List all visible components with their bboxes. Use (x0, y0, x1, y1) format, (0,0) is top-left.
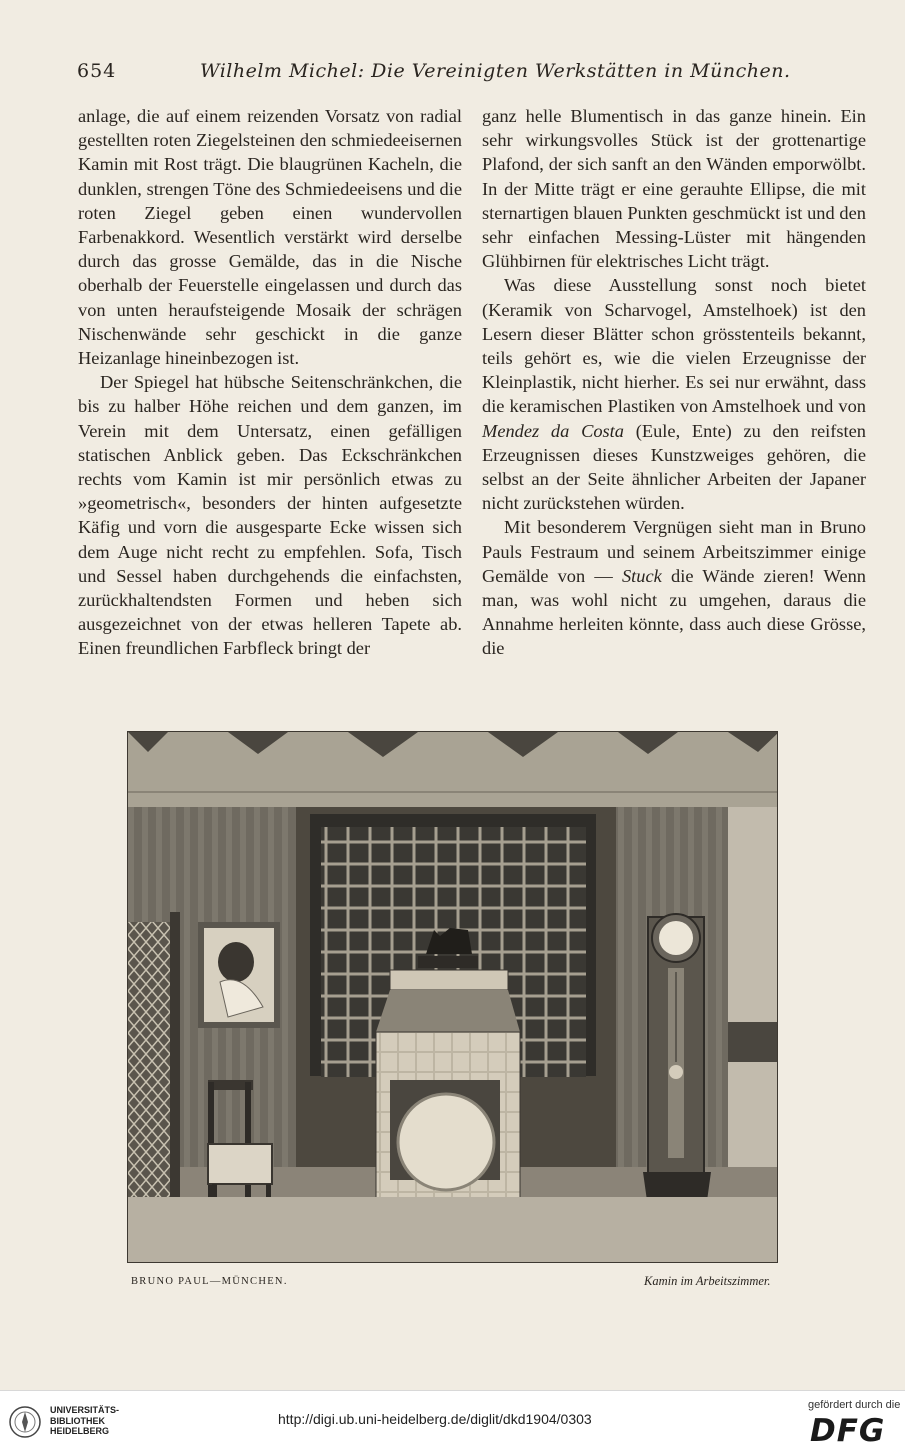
library-name-line-1: UNIVERSITÄTS- (50, 1405, 120, 1415)
left-column (78, 104, 462, 661)
right-paragraph-1: ganz helle Blumentisch in das ganze hinein. Ein sehr wirkungsvolles Stück ist der grottenartige Plafond, der sich sanft an den Wänden emporwölbt. In der Mitte trägt er eine gerauhte Ellipse, die mit sternartigen blauen Punkten geschmückt ist und den sehr einfachen Messing-Lüster mit hängenden Glühbirnen für elektrisches Licht trägt. (482, 106, 866, 272)
right-paragraph-3 (482, 515, 866, 660)
left-paragraph-1: anlage, die auf einem reizenden Vorsatz von radial gestellten roten Ziegelsteinen den schmiedeeisernen Kamin mit Rost trägt. Die blaugrünen Kacheln, die dunklen, strengen Töne des Schmiedeeisens und die roten Ziegel geben einen wundervollen Farbenakkord. Wesentlich verstärkt wird derselbe durch das grosse Gemälde, das in die Nische oberhalb der Feuerstelle eingelassen und durch das von unten heraufsteigende Mosaik der schrägen Nischenwände sehr geschickt in die ganze Heizanlage hineinbezogen ist. (78, 106, 462, 369)
left-paragraph-2: Der Spiegel hat hübsche Seitenschränkchen, die bis zu halber Höhe reichen und dem ganzen, im Verein mit dem Untersatz, einen gefälligen statischen Anblick geben. Das Eckschränkchen rechts vom Kamin ist mir persönlich etwas zu »geometrisch«, besonders der hinten aufgesetzte Käfig und vorn die ausgesparte Ecke wissen sich dem Auge nicht recht zu empfehlen. Sofa, Tisch und Sessel haben durchgehends die einfachsten, zurückhaltendsten Formen und heben sich ausgezeichnet von der etwas helleren Tapete ab. Einen freundlichen Farbfleck bringt der (78, 372, 462, 659)
photo-caption: Kamin im Arbeitszimmer. (644, 1274, 771, 1288)
funding-text: gefördert durch die (808, 1399, 901, 1411)
fireplace-photograph (127, 731, 778, 1263)
page-number: 654 (77, 60, 117, 82)
photo-credit: BRUNO PAUL—MÜNCHEN. (131, 1276, 288, 1287)
right-paragraph-3-text-a: Mit besonderem Vergnügen sieht man in Bruno Pauls Festraum und seinem Arbeitszimmer einige Gemälde von — (482, 517, 866, 586)
digitization-footer (0, 1390, 905, 1452)
right-paragraph-2-text-b: (Eule, Ente) zu den reifsten Erzeugnissen dieses Kunstzweiges gehören, die selbst an der Seite ähnlicher Arbeiten der Japaner nicht zurückstehen würden. (482, 420, 867, 514)
running-title: Wilhelm Michel: Die Vereinigten Werkstätten in München. (200, 60, 791, 82)
right-column (482, 104, 866, 661)
dfg-logo: DFG (810, 1413, 886, 1449)
right-paragraph-3-text-b: die Wände zieren! Wenn man, was wohl nicht zu umgehen, daraus die Annahme herleiten könnte, dass auch diese Grösse, die (482, 565, 866, 659)
library-name-line-2: BIBLIOTHEK (50, 1415, 105, 1426)
library-name-line-3: HEIDELBERG (50, 1426, 110, 1436)
library-seal-icon (8, 1405, 42, 1439)
permalink-url[interactable]: http://digi.ub.uni-heidelberg.de/diglit/dkd1904/0303 (278, 1411, 592, 1427)
right-paragraph-2 (482, 273, 866, 515)
right-paragraph-2-text-a: Was diese Ausstellung sonst noch bietet (Keramik von Scharvogel, Amstelhoek) ist den Lesern dieser Blätter schon grösstenteils bekannt, teils gehört es, wie die vielen Erzeugnisse der Kleinplastik, nicht hierher. Es sei nur erwähnt, dass die keramischen Plastiken von Amstelhoek und von (482, 275, 866, 417)
stuck-italic: Stuck (621, 565, 662, 586)
artist-name-italic: Mendez da Costa (482, 420, 624, 441)
fireplace-illustration (128, 732, 778, 1263)
library-name (50, 1405, 119, 1437)
